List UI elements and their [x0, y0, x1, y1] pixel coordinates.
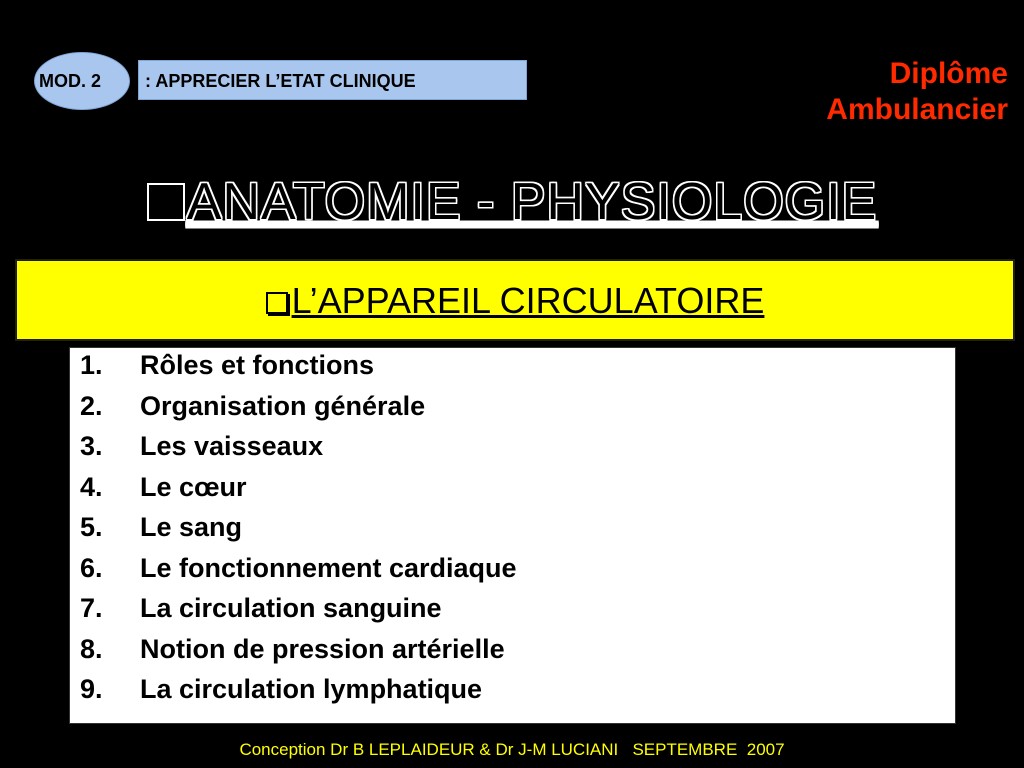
list-item-number: 7.	[80, 593, 103, 623]
list-item-number: 9.	[80, 674, 103, 704]
contents-list	[69, 347, 956, 724]
list-item-text: Organisation générale	[140, 391, 426, 421]
checkbox-bullet-icon	[266, 292, 288, 314]
list-item-text: Le cœur	[140, 472, 247, 502]
list-item-number: 2.	[80, 391, 103, 421]
list-item-text: Le fonctionnement cardiaque	[140, 553, 517, 583]
subtitle-text: L’APPAREIL CIRCULATOIRE	[291, 280, 765, 321]
module-title-banner	[138, 60, 527, 100]
footer-credits: Conception Dr B LEPLAIDEUR & Dr J-M LUCIANI SEPTEMBRE 2007	[239, 740, 785, 759]
list-item-number: 6.	[80, 553, 103, 583]
list-item-number: 5.	[80, 512, 103, 542]
module-title: : APPRECIER L’ETAT CLINIQUE	[145, 71, 416, 91]
subtitle-banner	[15, 259, 1015, 341]
list-item-text: Le sang	[140, 512, 243, 542]
diploma-line-1: Diplôme	[889, 57, 1008, 90]
list-item-number: 1.	[80, 350, 103, 380]
module-badge	[34, 52, 130, 110]
list-item-number: 8.	[80, 634, 103, 664]
list-item-text: Notion de pression artérielle	[140, 634, 505, 664]
list-item-text: Les vaisseaux	[140, 431, 324, 461]
checkbox-bullet-icon	[147, 183, 185, 221]
list-item-text: La circulation lymphatique	[140, 674, 483, 704]
slide-title-text: ANATOMIE - PHYSIOLOGIE	[186, 173, 878, 231]
list-item-number: 3.	[80, 431, 103, 461]
diploma-label	[748, 56, 1008, 128]
subtitle	[17, 280, 1013, 322]
module-badge-label: MOD. 2	[39, 71, 102, 91]
diploma-line-2: Ambulancier	[826, 93, 1008, 126]
slide-title	[0, 172, 1024, 232]
list-item-text: La circulation sanguine	[140, 593, 442, 623]
list-item-number: 4.	[80, 472, 103, 502]
list-item-text: Rôles et fonctions	[140, 350, 375, 380]
